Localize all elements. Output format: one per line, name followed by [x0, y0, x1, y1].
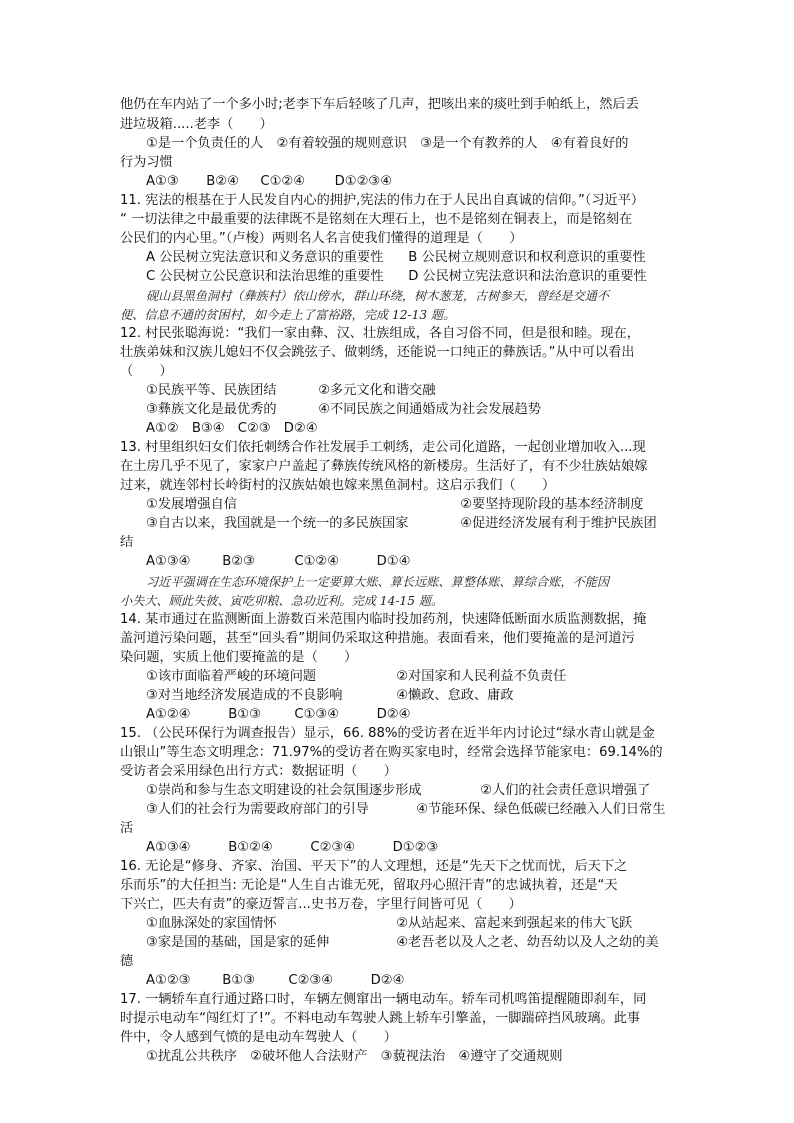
q16-options-row-2 [146, 933, 659, 953]
q11-option-a[interactable]: A 公民树立宪法意识和义务意识的重要性 [146, 250, 384, 265]
q13-options-row-2 [146, 514, 657, 534]
q10-answers [146, 172, 392, 192]
q11-line-3: 公民们的内心里。”（卢梭）两则名人名言使我们懂得的道理是（ ） [120, 231, 523, 246]
q10-answer-d[interactable]: D①②③④ [334, 174, 393, 189]
q14-answer-b[interactable]: B①③ [228, 707, 261, 722]
q12-options-row-2 [146, 400, 541, 420]
q14-line-1: 14. 某市通过在监测断面上游数百米范围内临时投加药剂，快速降低断面水质监测数据，掩 [120, 612, 647, 627]
q12-line-3: （ ） [120, 364, 173, 379]
q14-line-3: 染问题，实质上他们要掩盖的是（ ） [120, 650, 358, 665]
q10-options-line: ①是一个负责任的人 ②有着较强的规则意识 ③是一个有教养的人 ④有着良好的 [146, 136, 629, 151]
q13-option-2[interactable]: ②要坚持现阶段的基本经济制度 [460, 497, 644, 512]
q15-line-1: 15. （公民环保行为调查报告）显示，66. 88%的受访者在近半年内讨论过“绿水青山就是金 [120, 726, 655, 741]
q13-option-1[interactable]: ①发展增强自信 [146, 497, 237, 512]
q17-line-1: 17. 一辆轿车直行通过路口时，车辆左侧窜出一辆电动车。轿车司机鸣笛提醒随即刹车，同 [120, 992, 647, 1007]
q12-line-1: 12. 村民张聪海说：“我们一家由彝、汉、壮族组成，各自习俗不同，但是很和睦。现在， [120, 326, 640, 341]
q10-options-line-2: 行为习惯 [120, 155, 173, 170]
q14-options-row-1 [146, 667, 566, 687]
q13-answers [146, 552, 410, 572]
q14-options-row-2 [146, 686, 514, 706]
q15-option-4-cont: 活 [120, 821, 134, 836]
material-1-line-2: 便、信息不通的贫困村，如今走上了富裕路，完成 12-13 题。 [120, 308, 456, 322]
q11-option-d[interactable]: D 公民树立宪法意识和法治意识的重要性 [408, 269, 647, 284]
q14-answer-d[interactable]: D②④ [376, 707, 411, 722]
q12-option-4[interactable]: ④不同民族之间通婚成为社会发展趋势 [318, 402, 542, 417]
q13-option-4-cont: 结 [120, 535, 134, 550]
q16-answer-a[interactable]: A①②③ [146, 973, 191, 988]
q13-answer-a[interactable]: A①③④ [146, 554, 191, 569]
material-1-line-1: 砚山县黑鱼洞村（彝族村）依山傍水，群山环绕，树木葱茏，古树参天，曾经是交通不 [146, 289, 610, 303]
q13-line-1: 13. 村里组织妇女们依托刺绣合作社发展手工刺绣，走公司化道路，一起创业增加收入...现 [120, 440, 646, 455]
q16-options-row-1 [146, 914, 632, 934]
q16-option-2[interactable]: ②从站起来、富起来到强起来的伟大飞跃 [396, 916, 633, 931]
q10-stem-line-2: 进垃圾箱.....老李（ ） [120, 117, 273, 132]
material-2-line-2: 小失大、顾此失彼、寅吃卯粮、急功近利。完成 14-15 题。 [120, 594, 444, 608]
q12-option-1[interactable]: ①民族平等、民族团结 [146, 383, 277, 398]
q14-option-2[interactable]: ②对国家和人民利益不负责任 [396, 669, 567, 684]
q12-options-row-1 [146, 381, 436, 401]
q15-option-2[interactable]: ②人们的社会责任意识增强了 [480, 783, 651, 798]
q16-option-1[interactable]: ①血脉深处的家国情怀 [146, 916, 277, 931]
q17-line-2: 时提示电动车“闯红灯了!”。不料电动车驾驶人跳上轿车引擎盖，一脚踹碎挡风玻璃。此事 [120, 1011, 641, 1026]
q15-line-3: 受访者会采用绿色出行方式：数据证明（ ） [120, 764, 397, 779]
q12-option-3[interactable]: ③彝族文化是最优秀的 [146, 402, 277, 417]
material-2-line-1: 习近平强调在生态环境保护上一定要算大账、算长远账、算整体账、算综合账，不能因 [146, 575, 610, 589]
q14-answer-c[interactable]: C①③④ [294, 707, 340, 722]
q11-line-1: 11. 宪法的根基在于人民发自内心的拥护,宪法的伟力在于人民出自真诚的信仰。”（习近平） [120, 193, 645, 208]
q13-line-2: 在土房几乎不见了，家家户户盖起了彝族传统风格的新楼房。生活好了，有不少壮族姑娘嫁 [120, 459, 648, 474]
q13-line-3: 过来，就连邻村长岭街村的汉族姑娘也嫁来黑鱼洞村。这启示我们（ ） [120, 478, 556, 493]
q14-option-1[interactable]: ①该市面临着严峻的环境问题 [146, 669, 317, 684]
q15-option-3[interactable]: ③人们的社会行为需要政府部门的引导 [146, 802, 369, 817]
q10-answer-b[interactable]: B②④ [206, 174, 239, 189]
q16-answer-d[interactable]: D②④ [370, 973, 405, 988]
q16-line-2: 乐而乐”的大任担当: 无论是“人生自古谁无死，留取丹心照汗青”的忠诚执着，还是“天 [120, 878, 618, 893]
q11-line-2: “ 一切法律之中最重要的法律既不是铭刻在大理石上，也不是铭刻在铜表上，而是铭刻在 [120, 212, 633, 227]
q11-options-row-1 [146, 248, 646, 268]
q12-answers[interactable]: A①② B③④ C②③ D②④ [146, 421, 318, 436]
q13-options-row-1 [146, 495, 643, 515]
q14-answers [146, 705, 410, 725]
q15-answer-a[interactable]: A①③④ [146, 840, 191, 855]
q14-answer-a[interactable]: A①②④ [146, 707, 191, 722]
q16-option-3[interactable]: ③家是国的基础，国是家的延伸 [146, 935, 330, 950]
q13-answer-d[interactable]: D①④ [376, 554, 411, 569]
q16-answer-c[interactable]: C②③④ [288, 973, 334, 988]
q15-answer-b[interactable]: B①②④ [228, 840, 273, 855]
q11-options-row-2 [146, 267, 647, 287]
q10-answer-a[interactable]: A①③ [146, 174, 179, 189]
q13-answer-c[interactable]: C①②④ [294, 554, 340, 569]
q16-option-4-cont: 德 [120, 954, 134, 969]
q16-option-4[interactable]: ④老吾老以及人之老、幼吾幼以及人之幼的美 [396, 935, 659, 950]
q12-line-2: 壮族弟妹和汉族儿媳妇不仅会跳弦子、做刺绣，还能说一口纯正的彝族话。”从中可以看出 [120, 345, 635, 360]
q13-answer-b[interactable]: B②③ [222, 554, 255, 569]
q11-option-b[interactable]: B 公民树立规则意识和权利意识的重要性 [408, 250, 646, 265]
q15-answer-d[interactable]: D①②③ [392, 840, 439, 855]
q10-stem-line-1: 他仍在车内站了一个多小时;老李下车后轻咳了几声，把咳出来的痰吐到手帕纸上，然后丢 [120, 97, 639, 112]
q17-line-3: 件中，令人感到气愤的是电动车驾驶人（ ） [120, 1030, 397, 1045]
q15-answer-c[interactable]: C②③④ [310, 840, 356, 855]
q12-option-2[interactable]: ②多元文化和谐交融 [318, 383, 436, 398]
q15-option-4[interactable]: ④节能环保、绿色低碳已经融入人们日常生 [416, 802, 666, 817]
q11-option-c[interactable]: C 公民树立公民意识和法治思维的重要性 [146, 269, 384, 284]
q15-line-2: 山银山”等生态文明理念：71.97%的受访者在购买家电时，经常会选择节能家电：69.14%的 [120, 745, 663, 760]
q15-answers [146, 838, 438, 858]
q16-line-1: 16. 无论是“修身、齐家、治国、平天下”的人文理想，还是“先天下之忧而忧，后天下之 [120, 859, 628, 874]
q17-options[interactable]: ①扰乱公共秩序 ②破坏他人合法财产 ③藐视法治 ④遵守了交通规则 [146, 1049, 563, 1064]
q10-answer-c[interactable]: C①②④ [260, 174, 306, 189]
q15-option-1[interactable]: ①崇尚和参与生态文明建设的社会氛围逐步形成 [146, 783, 422, 798]
q14-option-4[interactable]: ④懒政、怠政、庸政 [396, 688, 514, 703]
q15-options-row-1 [146, 781, 650, 801]
q13-option-4[interactable]: ④促进经济发展有利于维护民族团 [460, 516, 657, 531]
q16-line-3: 下兴亡，匹夫有责”的豪迈誓言...史书万卷，字里行间皆可见（ ） [120, 897, 522, 912]
q14-line-2: 盖河道污染问题，甚至“回头看”期间仍采取这种措施。表面看来，他们要掩盖的是河道污 [120, 631, 635, 646]
q13-option-3[interactable]: ③自古以来，我国就是一个统一的多民族国家 [146, 516, 409, 531]
q16-answer-b[interactable]: B①③ [222, 973, 255, 988]
q15-options-row-2 [146, 800, 665, 820]
q14-option-3[interactable]: ③对当地经济发展造成的不良影响 [146, 688, 343, 703]
q16-answers [146, 971, 404, 991]
